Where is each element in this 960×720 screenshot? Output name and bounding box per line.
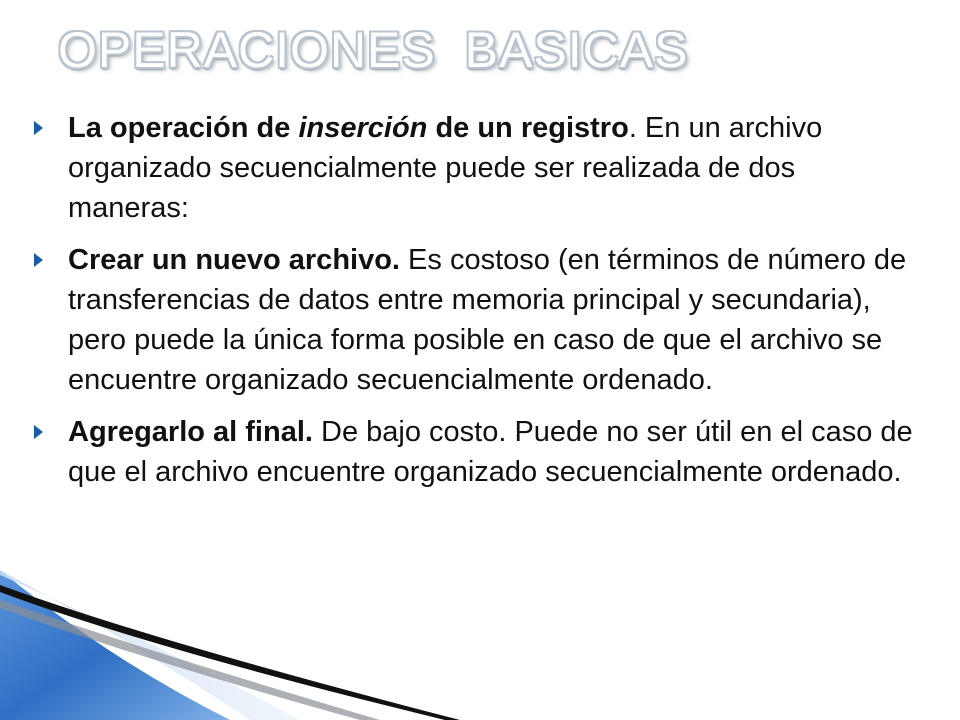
bullet-item-append <box>30 412 920 492</box>
bullet-bold-lead: Agregarlo al final. <box>68 416 313 448</box>
bullet-text: . En un archivo organizado secuencialmente puede ser realizada de dos maneras: <box>68 112 823 224</box>
bullet-bold-lead: La operación de <box>68 112 299 144</box>
triangle-right-icon <box>34 121 43 135</box>
bullet-bold-tail: de un registro <box>427 112 629 144</box>
bullet-list <box>30 108 920 504</box>
bullet-bold-lead: Crear un nuevo archivo. <box>68 244 400 276</box>
triangle-right-icon <box>34 425 43 439</box>
slide-title: OPERACIONES BASICAS <box>58 22 689 78</box>
decorative-swoosh <box>0 570 460 720</box>
bullet-text: Es costoso (en términos de número de transferencias de datos entre memoria principal y secundaria), pero puede la única forma posible en caso de que el archivo se encuentre organizado secuencialmente ordenado. <box>68 244 907 396</box>
triangle-right-icon <box>34 253 43 267</box>
bullet-text: De bajo costo. Puede no ser útil en el caso de que el archivo encuentre organizado secuencialmente ordenado. <box>68 416 913 488</box>
bullet-item-insertion <box>30 108 920 228</box>
bullet-item-new-file <box>30 240 920 400</box>
bullet-bold-italic-term: inserción <box>298 112 428 144</box>
